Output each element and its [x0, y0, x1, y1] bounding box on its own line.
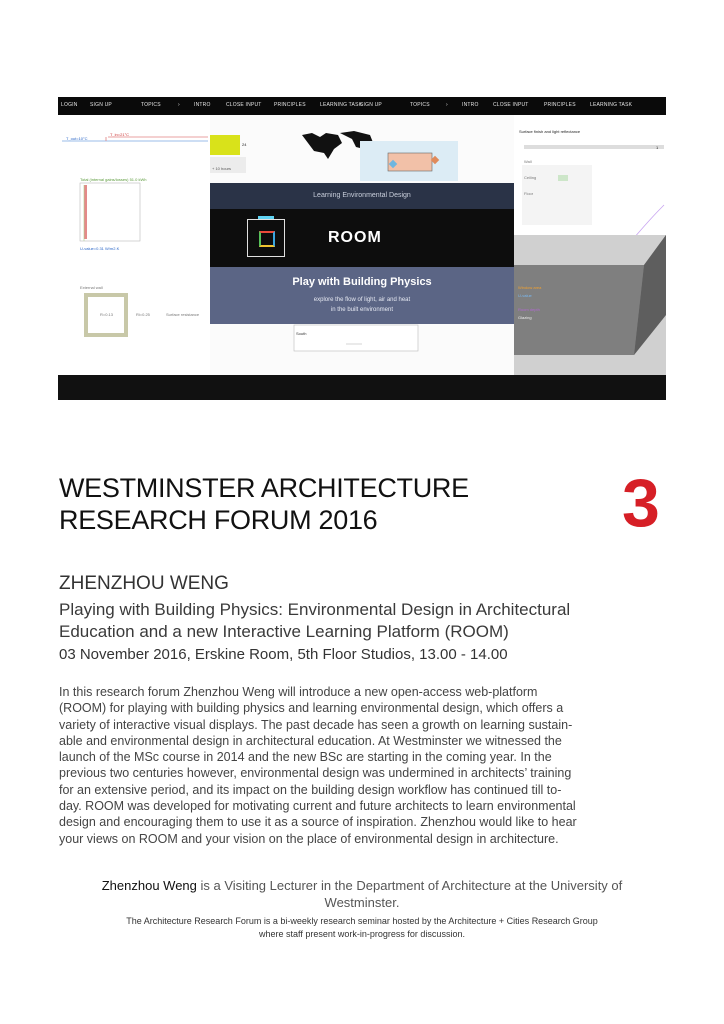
room-depth-label: Room depth: [518, 307, 540, 312]
room-logo-icon: [247, 219, 285, 257]
logo-square: [259, 231, 275, 247]
nav-item: INTRO: [194, 102, 211, 108]
t-in-label: T_in=21°C: [110, 132, 130, 137]
window-area-label: Window area: [518, 285, 542, 290]
nav-item: SIGN UP: [90, 102, 112, 108]
bio-text-line2: Westminster.: [324, 895, 400, 910]
external-wall-label: External wall: [80, 285, 103, 290]
surface-resistance-label: Surface resistance: [166, 312, 200, 317]
nav-item: LEARNING TASK: [590, 102, 633, 108]
reflectance-scale: 1: [656, 145, 659, 150]
glazing-label: Glazing: [518, 315, 532, 320]
abstract: [59, 684, 669, 847]
abstract-line: able and environmental design in architectural education. At Westminster we witnessed the: [59, 733, 562, 748]
forum-title-line: WESTMINSTER ARCHITECTURE: [59, 473, 469, 503]
screenshot-canvas: [58, 115, 666, 375]
nav-item: LEARNING TASK: [320, 102, 363, 108]
play-button[interactable]: [210, 267, 514, 324]
speaker-name: ZHENZHOU WENG: [59, 573, 229, 594]
floor-label: Floor: [524, 191, 534, 196]
forum-note-line: The Architecture Research Forum is a bi-weekly research seminar hosted by the Architecture + Cities Research Group: [126, 916, 598, 926]
issue-number: 3: [622, 465, 660, 541]
nav-item: CLOSE INPUT: [493, 102, 529, 108]
u-value-label: U-value=0.31 W/m2.K: [80, 246, 120, 251]
speaker-bio: [40, 877, 684, 911]
talk-title-line: Education and a new Interactive Learning Platform (ROOM): [59, 622, 509, 641]
nav-item: SIGN UP: [360, 102, 382, 108]
nav-item: PRINCIPLES: [544, 102, 576, 108]
abstract-line: day. ROOM was developed for motivating current and future architects to learn environmental: [59, 799, 576, 814]
event-date-location: 03 November 2016, Erskine Room, 5th Floor Studios, 13.00 - 14.00: [59, 646, 508, 663]
forum-note: [40, 915, 684, 941]
forum-title: [59, 472, 579, 536]
room-model-panel: [514, 115, 666, 375]
abstract-line: variety of interactive visual displays. The past decade has seen a growth on learning sustain-: [59, 717, 573, 732]
r1-label: R=0.13: [100, 312, 114, 317]
nav-item: TOPICS: [410, 102, 430, 108]
reflectance-title: Surface finish and light reflectance: [519, 129, 581, 134]
nav-item: INTRO: [462, 102, 479, 108]
room-model-graphic: [514, 115, 666, 375]
wall-label: Wall: [524, 159, 532, 164]
screenshot-footer-bar: [58, 375, 666, 400]
abstract-line: for an extensive period, and its impact on the building design workflow has continued till to-: [59, 782, 562, 797]
nav-item: PRINCIPLES: [274, 102, 306, 108]
nav-item: CLOSE INPUT: [226, 102, 262, 108]
bio-name: Zhenzhou Weng: [101, 878, 197, 893]
heat-flow-panel: [58, 115, 210, 375]
overlay-room-banner: [210, 209, 514, 267]
platform-screenshot: [58, 97, 666, 400]
nav-item: ›: [446, 102, 448, 108]
overlay-heading-bar: [210, 183, 514, 209]
logo-bar: [258, 216, 274, 219]
play-subtitle-line2: in the built environment: [330, 307, 394, 313]
forum-note-line: where staff present work-in-progress for discussion.: [259, 929, 465, 939]
nav-item: TOPICS: [141, 102, 161, 108]
forum-title-line: RESEARCH FORUM 2016: [59, 505, 378, 535]
abstract-line: your views on ROOM and your vision on the place of environmental design in architecture.: [59, 831, 559, 846]
play-title: Play with Building Physics: [292, 276, 432, 288]
play-subtitle-line1: explore the flow of light, air and heat: [313, 297, 411, 303]
bio-text: is a Visiting Lecturer in the Department of Architecture at the University of: [196, 878, 623, 893]
ceiling-label: Ceiling: [524, 175, 537, 180]
screenshot-nav-bar: [58, 97, 666, 115]
r2-label: Ri=0.25: [136, 312, 150, 317]
abstract-line: (ROOM) for playing with building physics and learning environmental design, which offers a: [59, 701, 564, 716]
mid-value: 24: [242, 142, 247, 147]
hours-label: + 10 hours: [212, 166, 232, 171]
abstract-line: launch of the MSc course in 2014 and the new BSc are starting in the coming year. In the: [59, 750, 552, 765]
room-wordmark: ROOM: [328, 229, 382, 246]
heat-total-label: Total (internal gains/losses) 51.0 kWh: [80, 177, 147, 182]
overlay-heading: Learning Environmental Design: [313, 192, 411, 199]
south-label: South: [296, 331, 307, 336]
abstract-line: previous two centuries however, environmental design was undermined in architects’ training: [59, 766, 572, 781]
nav-item: LOGIN: [61, 102, 78, 108]
nav-item: ›: [178, 102, 180, 108]
talk-title: [59, 599, 669, 643]
u-value-right-label: U-value: [518, 293, 532, 298]
abstract-line: In this research forum Zhenzhou Weng will introduce a new open-access web-platform: [59, 685, 538, 699]
heat-flow-graphic: [58, 115, 210, 375]
t-out-label: T_out=10°C: [66, 136, 88, 141]
talk-title-line: Playing with Building Physics: Environmental Design in Architectural: [59, 600, 571, 619]
abstract-line: design and encouraging them to use it as a source of inspiration. Zhenzhou would like to hear: [59, 815, 577, 830]
